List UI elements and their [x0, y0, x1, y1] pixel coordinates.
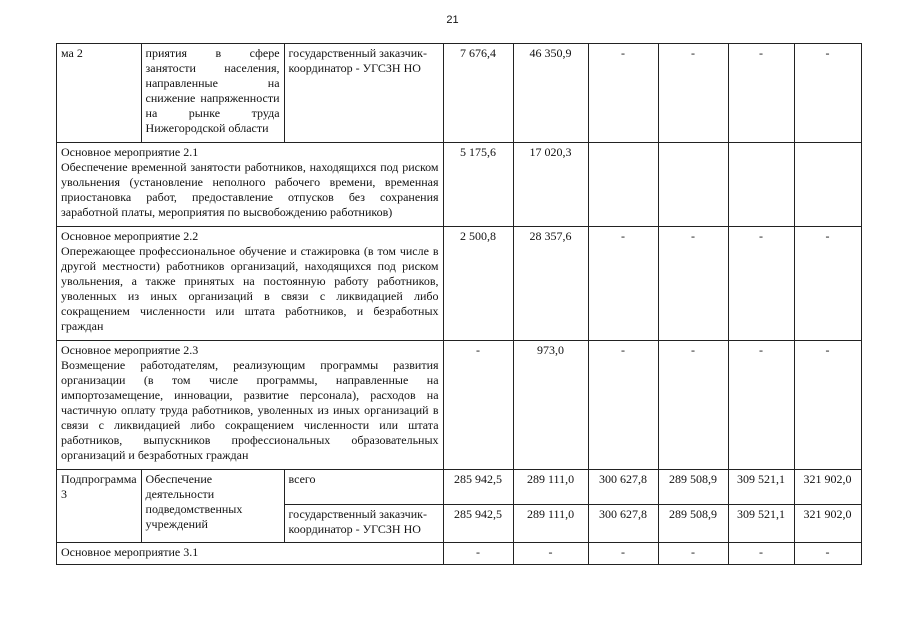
event-title: Основное мероприятие 2.3: [61, 343, 199, 357]
event-text: Обеспечение временной занятости работников, находящихся под риском увольнения (установление неполного рабочего времени, временная приостановка работ, предоставление отпусков без сохранения заработной платы, мероприятия по высвобождению работников): [61, 160, 439, 219]
cell-value: -: [658, 543, 728, 565]
cell-empty: [588, 143, 658, 227]
cell-event-description: [57, 543, 444, 565]
cell-subprogram-name: приятия в сфере занятости населения, направленные на снижение напряженности на рынке труда Нижегородской области: [141, 44, 284, 143]
page-number: 21: [446, 14, 459, 26]
cell-subprogram-label: ма 2: [57, 44, 142, 143]
table-row-event-2-1: [57, 143, 862, 227]
cell-responsible: государственный заказчик-координатор - УГСЗН НО: [284, 44, 443, 143]
cell-value: 46 350,9: [513, 44, 588, 143]
cell-value: -: [794, 44, 861, 143]
table-row-subprogram-3-total: [57, 470, 862, 505]
cell-value: 7 676,4: [443, 44, 513, 143]
cell-value: 321 902,0: [794, 505, 861, 543]
cell-value: 285 942,5: [443, 505, 513, 543]
cell-empty: [658, 143, 728, 227]
cell-value: 300 627,8: [588, 470, 658, 505]
cell-value: 973,0: [513, 341, 588, 470]
cell-value: 309 521,1: [728, 505, 794, 543]
event-title: Основное мероприятие 2.1: [61, 145, 199, 159]
cell-event-description: [57, 143, 444, 227]
cell-value: 289 508,9: [658, 505, 728, 543]
table-row-event-2-2: [57, 227, 862, 341]
cell-subprogram-label: Подпрограмма 3: [57, 470, 142, 543]
cell-empty: [794, 143, 861, 227]
cell-value: -: [728, 227, 794, 341]
cell-value: -: [658, 227, 728, 341]
cell-value: -: [588, 227, 658, 341]
cell-value: -: [588, 543, 658, 565]
cell-value: 5 175,6: [443, 143, 513, 227]
cell-value: -: [794, 543, 861, 565]
table-row-subprogram-2-tail: [57, 44, 862, 143]
cell-responsible: всего: [284, 470, 443, 505]
cell-value: 2 500,8: [443, 227, 513, 341]
cell-value: 309 521,1: [728, 470, 794, 505]
cell-value: -: [728, 543, 794, 565]
cell-value: -: [443, 341, 513, 470]
cell-value: 300 627,8: [588, 505, 658, 543]
event-text: Возмещение работодателям, реализующим программы развития организации (в том числе программы, направленные на импортозамещение, инновации, развитие персонала), расходов на частичную оплату труда работников, уволенных из иных организаций в связи с ликвидацией либо сокращением численности или штата работников, выпускников профессиональных образовательных организаций и безработных граждан: [61, 358, 439, 462]
table-row-event-3-1: [57, 543, 862, 565]
cell-value: -: [513, 543, 588, 565]
cell-responsible: государственный заказчик-координатор - УГСЗН НО: [284, 505, 443, 543]
cell-value: -: [728, 44, 794, 143]
cell-value: -: [794, 341, 861, 470]
cell-value: -: [588, 44, 658, 143]
cell-value: -: [728, 341, 794, 470]
cell-subprogram-name: Обеспечение деятельности подведомственных учреждений: [141, 470, 284, 543]
event-title: Основное мероприятие 3.1: [61, 545, 199, 559]
cell-value: -: [658, 44, 728, 143]
event-text: Опережающее профессиональное обучение и стажировка (в том числе в другой местности) работников организаций, находящихся под риском увольнения, а также принятых на постоянную работу работников, уволенных из иных организаций в связи с ликвидацией либо сокращением численности или штата работников, и безработных граждан: [61, 244, 439, 333]
cell-value: 289 508,9: [658, 470, 728, 505]
cell-event-description: [57, 227, 444, 341]
event-title: Основное мероприятие 2.2: [61, 229, 199, 243]
cell-value: 321 902,0: [794, 470, 861, 505]
cell-event-description: [57, 341, 444, 470]
cell-value: 285 942,5: [443, 470, 513, 505]
cell-value: 28 357,6: [513, 227, 588, 341]
cell-value: 17 020,3: [513, 143, 588, 227]
cell-value: 289 111,0: [513, 470, 588, 505]
budget-table: [56, 43, 862, 565]
table-row-event-2-3: [57, 341, 862, 470]
cell-value: -: [658, 341, 728, 470]
cell-value: 289 111,0: [513, 505, 588, 543]
cell-value: -: [794, 227, 861, 341]
cell-value: -: [443, 543, 513, 565]
cell-value: -: [588, 341, 658, 470]
cell-empty: [728, 143, 794, 227]
